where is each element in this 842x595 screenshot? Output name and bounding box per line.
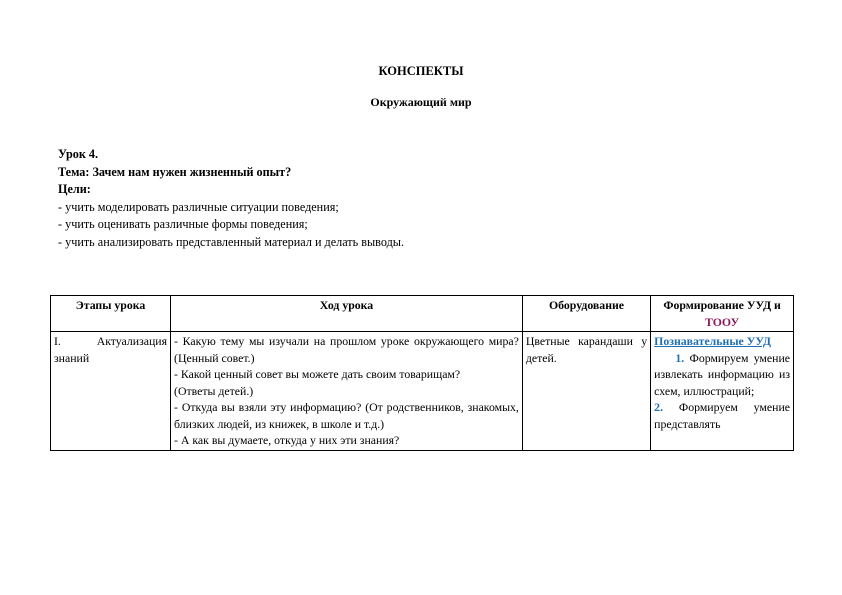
document-subtitle: Окружающий мир xyxy=(370,95,472,109)
uud-title: Познавательные УУД xyxy=(654,334,771,348)
goal-item: - учить анализировать представленный материал и делать выводы. xyxy=(58,234,405,249)
cell-course xyxy=(171,332,523,451)
uud-item xyxy=(654,350,790,400)
cell-stage: I. Актуализация знаний xyxy=(51,332,171,451)
table-header-row xyxy=(51,296,794,332)
table-row xyxy=(51,332,794,451)
cell-equipment: Цветные карандаши у детей. xyxy=(522,332,650,451)
header-course: Ход урока xyxy=(171,296,523,332)
course-line: - Откуда вы взяли эту информацию? (От родственников, знакомых, близких людей, из книжек, в школе и т.д.) xyxy=(174,400,519,431)
header-equipment: Оборудование xyxy=(522,296,650,332)
header-formation xyxy=(651,296,794,332)
goals-label: Цели: xyxy=(58,182,91,196)
uud-item xyxy=(654,399,790,432)
cell-uud xyxy=(651,332,794,451)
course-line: - А как вы думаете, откуда у них эти знания? xyxy=(174,433,400,447)
lesson-table xyxy=(50,295,794,451)
uud-item-number: 1. xyxy=(675,350,685,365)
uud-item-text: Формируем умение извлекать информацию из схем, иллюстраций; xyxy=(654,350,791,398)
course-line: (Ответы детей.) xyxy=(174,383,254,398)
header-formation-accent: ТООУ xyxy=(705,314,740,329)
lesson-topic: Тема: Зачем нам нужен жизненный опыт? xyxy=(58,164,292,179)
uud-item-text: Формируем умение представлять xyxy=(654,400,790,431)
goal-item: - учить моделировать различные ситуации поведения; xyxy=(58,199,339,214)
lesson-intro xyxy=(58,146,404,251)
uud-item-number: 2. xyxy=(654,400,664,414)
document-title: КОНСПЕКТЫ xyxy=(378,64,464,78)
course-line: - Какую тему мы изучали на прошлом уроке окружающего мира? (Ценный совет.) xyxy=(174,334,519,365)
header-formation-text: Формирование УУД и xyxy=(663,298,781,312)
goal-item: - учить оценивать различные формы поведения; xyxy=(58,217,308,231)
lesson-number: Урок 4. xyxy=(58,147,99,161)
course-line: - Какой ценный совет вы можете дать своим товарищам? xyxy=(174,367,461,381)
header-stages: Этапы урока xyxy=(51,296,171,332)
